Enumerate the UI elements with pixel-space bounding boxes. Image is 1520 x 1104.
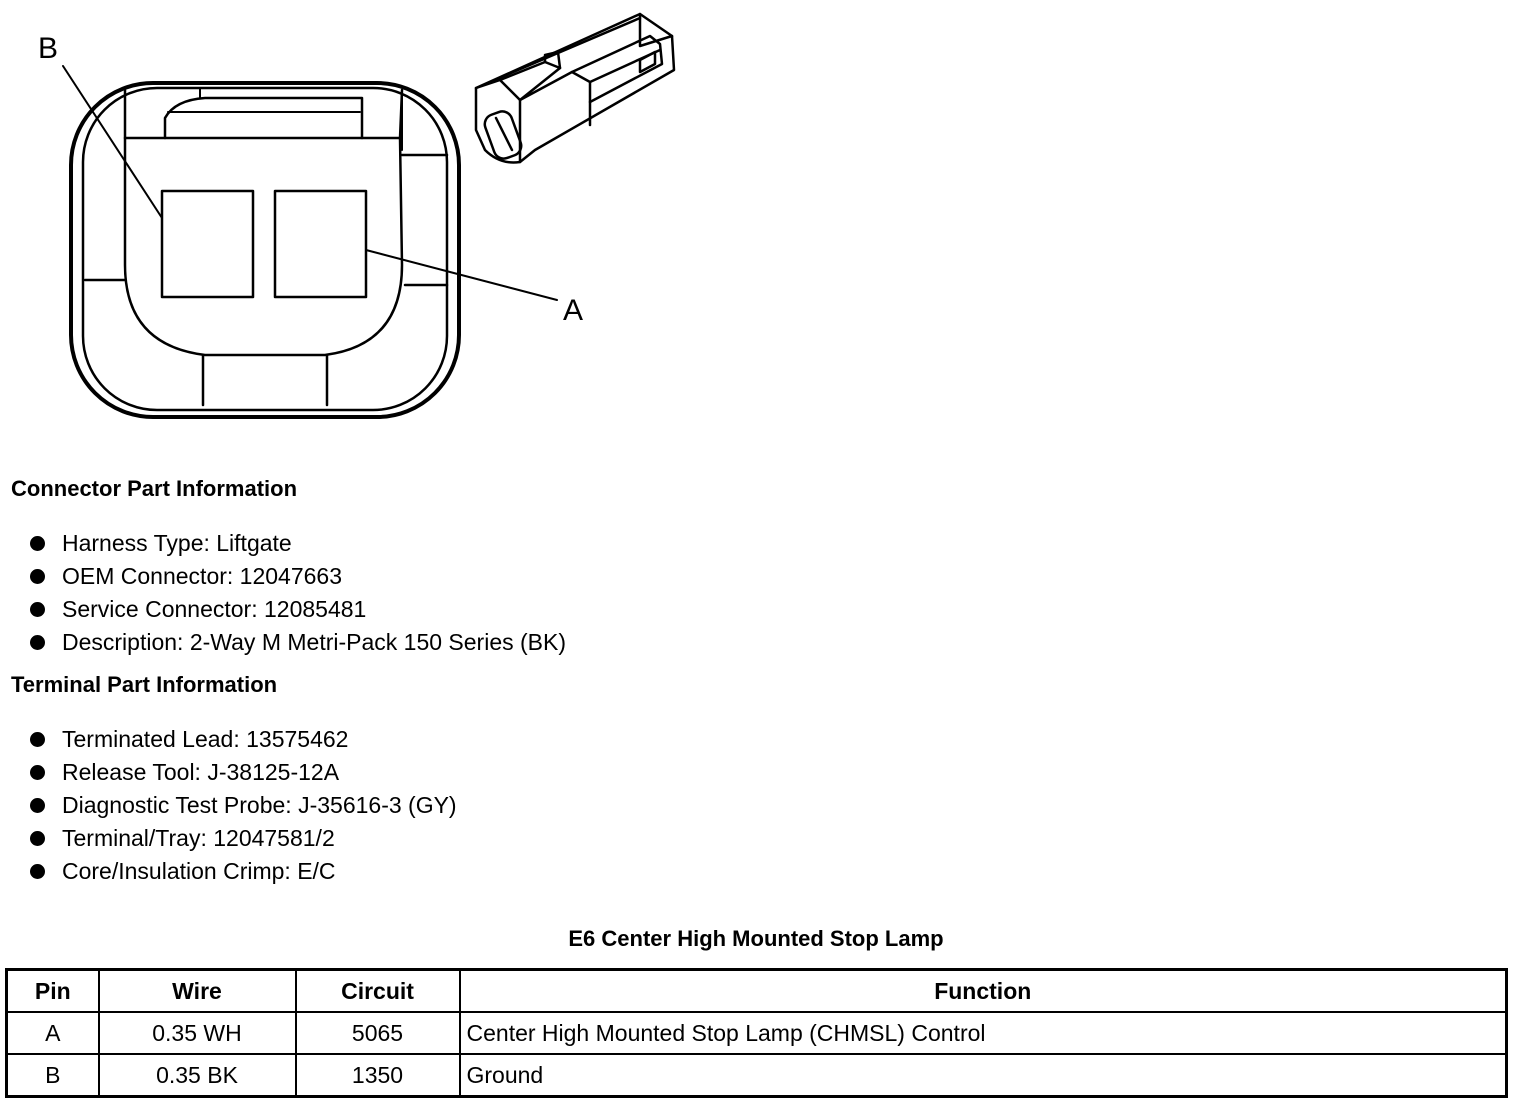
- cell-wire: 0.35 BK: [99, 1054, 296, 1097]
- pin-a-label: A: [563, 294, 584, 327]
- list-item: Terminated Lead: 13575462: [30, 723, 457, 756]
- list-item: Core/Insulation Crimp: E/C: [30, 855, 457, 888]
- bullet-icon: [30, 536, 45, 551]
- connector-part-information-heading: Connector Part Information: [11, 476, 298, 501]
- cell-circuit: 1350: [296, 1054, 460, 1097]
- bullet-icon: [30, 732, 45, 747]
- connector-inner-rim: [83, 88, 447, 410]
- column-header-pin: Pin: [7, 970, 99, 1013]
- list-item: Release Tool: J-38125-12A: [30, 756, 457, 789]
- connector-lock-tab: [165, 98, 362, 138]
- cell-function: Center High Mounted Stop Lamp (CHMSL) Control: [460, 1012, 1507, 1054]
- list-item: Service Connector: 12085481: [30, 593, 566, 626]
- cell-pin: B: [7, 1054, 99, 1097]
- terminal-a-cavity: [275, 191, 366, 297]
- cell-pin: A: [7, 1012, 99, 1054]
- table-row: [7, 1054, 1507, 1097]
- pinout-table: [5, 968, 1508, 1098]
- list-item: OEM Connector: 12047663: [30, 560, 566, 593]
- bullet-icon: [30, 569, 45, 584]
- bullet-icon: [30, 831, 45, 846]
- table-row: [7, 1012, 1507, 1054]
- list-item: Diagnostic Test Probe: J-35616-3 (GY): [30, 789, 457, 822]
- column-header-wire: Wire: [99, 970, 296, 1013]
- bullet-icon: [30, 635, 45, 650]
- pinout-table-title: E6 Center High Mounted Stop Lamp: [568, 926, 944, 951]
- list-item: Terminal/Tray: 12047581/2: [30, 822, 457, 855]
- connector-terminal-cavity: [125, 138, 402, 355]
- bullet-icon: [30, 798, 45, 813]
- terminal-part-information-list: [30, 723, 457, 888]
- list-item: Harness Type: Liftgate: [30, 527, 566, 560]
- cell-circuit: 5065: [296, 1012, 460, 1054]
- cell-function: Ground: [460, 1054, 1507, 1097]
- connector-isometric-view: [476, 14, 674, 163]
- column-header-function: Function: [460, 970, 1507, 1013]
- list-item: Description: 2-Way M Metri-Pack 150 Series (BK): [30, 626, 566, 659]
- connector-part-information-list: [30, 527, 566, 659]
- column-header-circuit: Circuit: [296, 970, 460, 1013]
- cell-wire: 0.35 WH: [99, 1012, 296, 1054]
- bullet-icon: [30, 864, 45, 879]
- terminal-part-information-heading: Terminal Part Information: [11, 672, 278, 697]
- bullet-icon: [30, 765, 45, 780]
- bullet-icon: [30, 602, 45, 617]
- connector-face-drawing: [0, 0, 700, 440]
- terminal-b-cavity: [162, 191, 253, 297]
- connector-diagram: [0, 0, 700, 440]
- pin-b-label: B: [38, 32, 59, 65]
- connector-bottom-key: [203, 355, 327, 405]
- leader-line-a: [366, 250, 557, 300]
- table-header-row: [7, 970, 1507, 1013]
